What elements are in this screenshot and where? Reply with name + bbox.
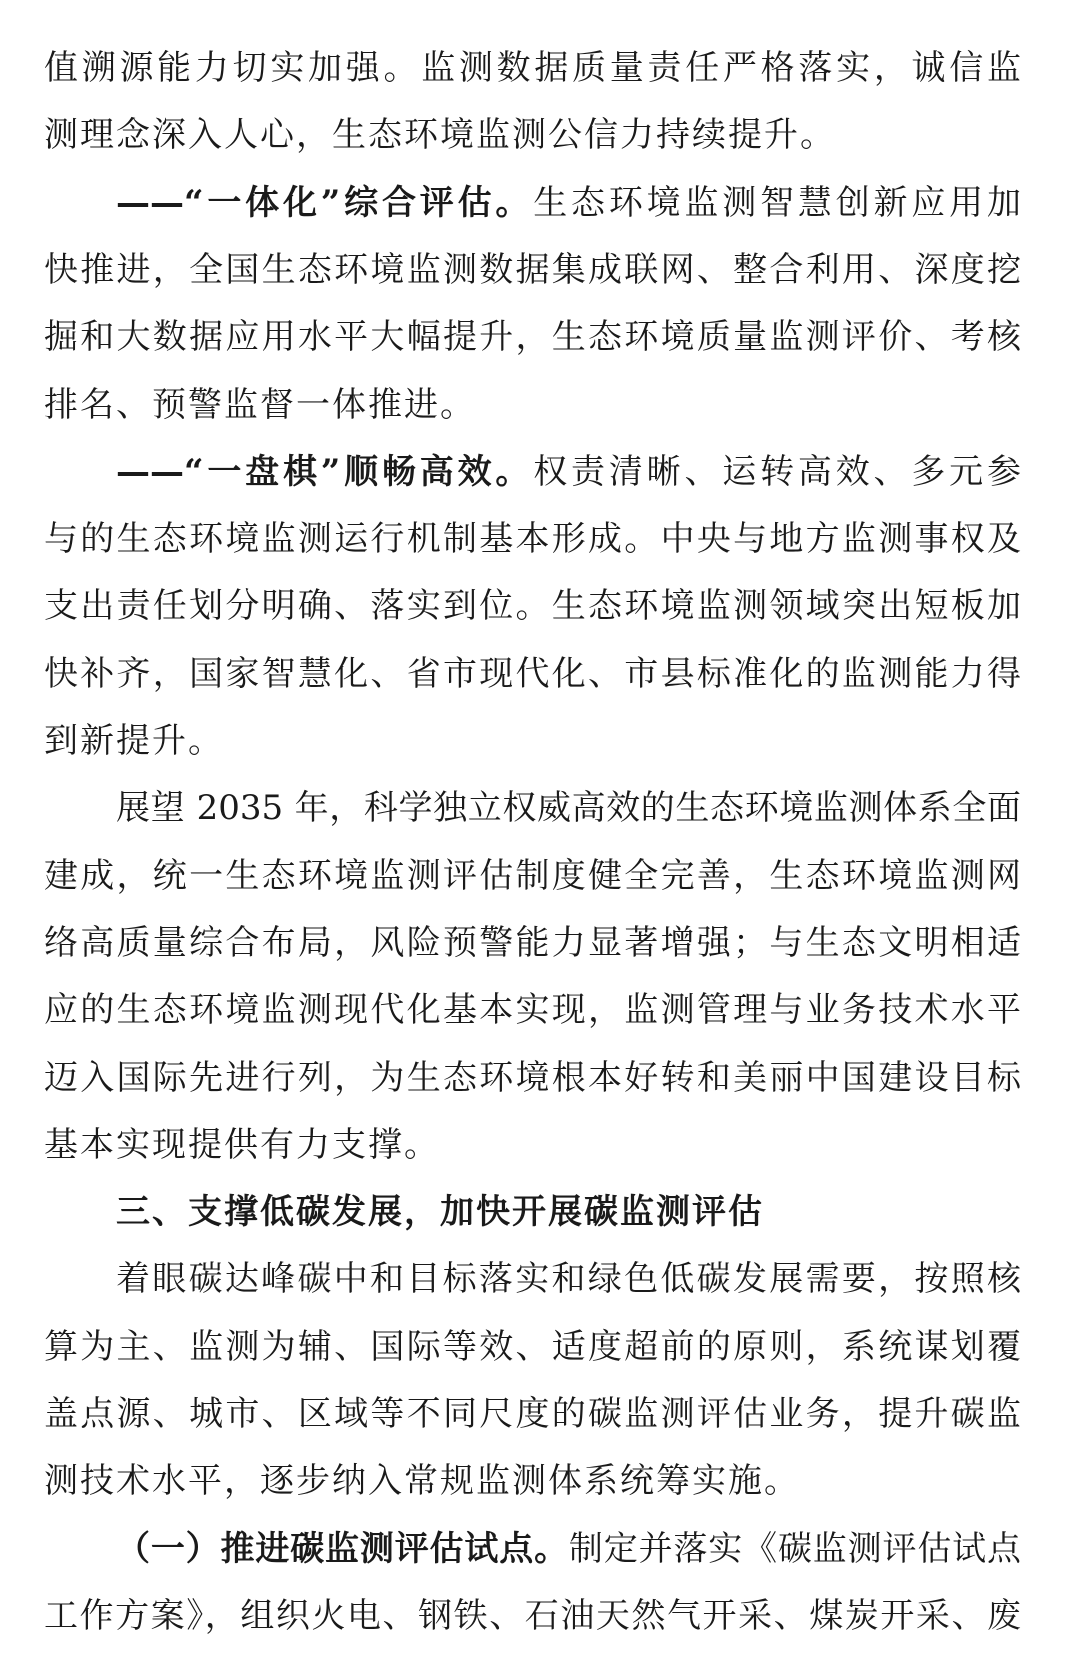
text-line [44,506,1021,573]
text-line [44,1314,1021,1381]
body-text: 与的生态环境监测运行机制基本形成。中央与地方监测事权及 [44,519,1021,560]
body-text: 权责清晰、运转高效、多元参 [533,451,1021,492]
body-text: 快补齐，国家智慧化、省市现代化、市县标准化的监测能力得 [44,653,1021,694]
text-line [116,775,1021,842]
bold-heading-text: ——“一体化”综合评估。 [116,182,534,223]
body-text: 应的生态环境监测现代化基本实现，监测管理与业务技术水平 [44,990,1021,1031]
body-text: 算为主、监测为辅、国际等效、适度超前的原则，系统谋划覆 [44,1326,1021,1367]
body-text: 快推进，全国生态环境监测数据集成联网、整合利用、深度挖 [44,249,1021,290]
body-text: 生态环境监测智慧创新应用加 [533,182,1021,223]
body-text: 工作方案》，组织火电、钢铁、石油天然气开采、煤炭开采、废 [44,1595,1021,1636]
text-line [44,372,1021,439]
body-text: 建成，统一生态环境监测评估制度健全完善，生态环境监测网 [44,855,1021,896]
text-line [44,1045,1021,1112]
text-line [44,1448,1021,1515]
body-text: 盖点源、城市、区域等不同尺度的碳监测评估业务，提升碳监 [44,1394,1021,1434]
text-line [44,102,1021,169]
body-text: 展望 2035 年，科学独立权威高效的生态环境监测体系全面 [116,788,1021,829]
text-line [44,1583,1021,1650]
body-text: 络高质量综合布局，风险预警能力显著增强；与生态文明相适 [44,922,1021,963]
body-text: 测理念深入人心，生态环境监测公信力持续提升。 [44,115,836,156]
text-line [44,237,1021,304]
text-line [116,1179,1021,1246]
body-text: 着眼碳达峰碳中和目标落实和绿色低碳发展需要，按照核 [116,1259,1021,1300]
bold-heading-text: 三、支撑低碳发展，加快开展碳监测评估 [116,1192,764,1233]
text-line [116,1516,1021,1583]
text-line [44,910,1021,977]
text-line [44,573,1021,640]
text-line [116,439,1021,506]
text-line [44,1112,1021,1179]
text-line [44,708,1021,775]
body-text: 制定并落实《碳监测评估试点 [568,1528,1022,1569]
text-line [44,1381,1021,1448]
body-text: 到新提升。 [44,721,224,761]
body-text: 排名、预警监督一体推进。 [44,384,476,425]
text-line [116,1246,1021,1313]
text-line [44,304,1021,371]
body-text: 测技术水平，逐步纳入常规监测体系统筹实施。 [44,1461,800,1502]
body-text: 掘和大数据应用水平大幅提升，生态环境质量监测评价、考核 [44,317,1021,358]
bold-heading-text: （一）推进碳监测评估试点。 [116,1528,569,1569]
text-line [44,843,1021,910]
body-text: 基本实现提供有力支撑。 [44,1124,440,1165]
body-text: 支出责任划分明确、落实到位。生态环境监测领域突出短板加 [44,586,1021,627]
bold-heading-text: ——“一盘棋”顺畅高效。 [116,451,534,492]
text-line [116,170,1021,237]
body-text: 迈入国际先进行列，为生态环境根本好转和美丽中国建设目标 [44,1057,1021,1098]
text-line [44,35,1021,102]
text-line [44,977,1021,1044]
body-text: 值溯源能力切实加强。监测数据质量责任严格落实，诚信监 [44,48,1021,88]
text-line [44,641,1021,708]
